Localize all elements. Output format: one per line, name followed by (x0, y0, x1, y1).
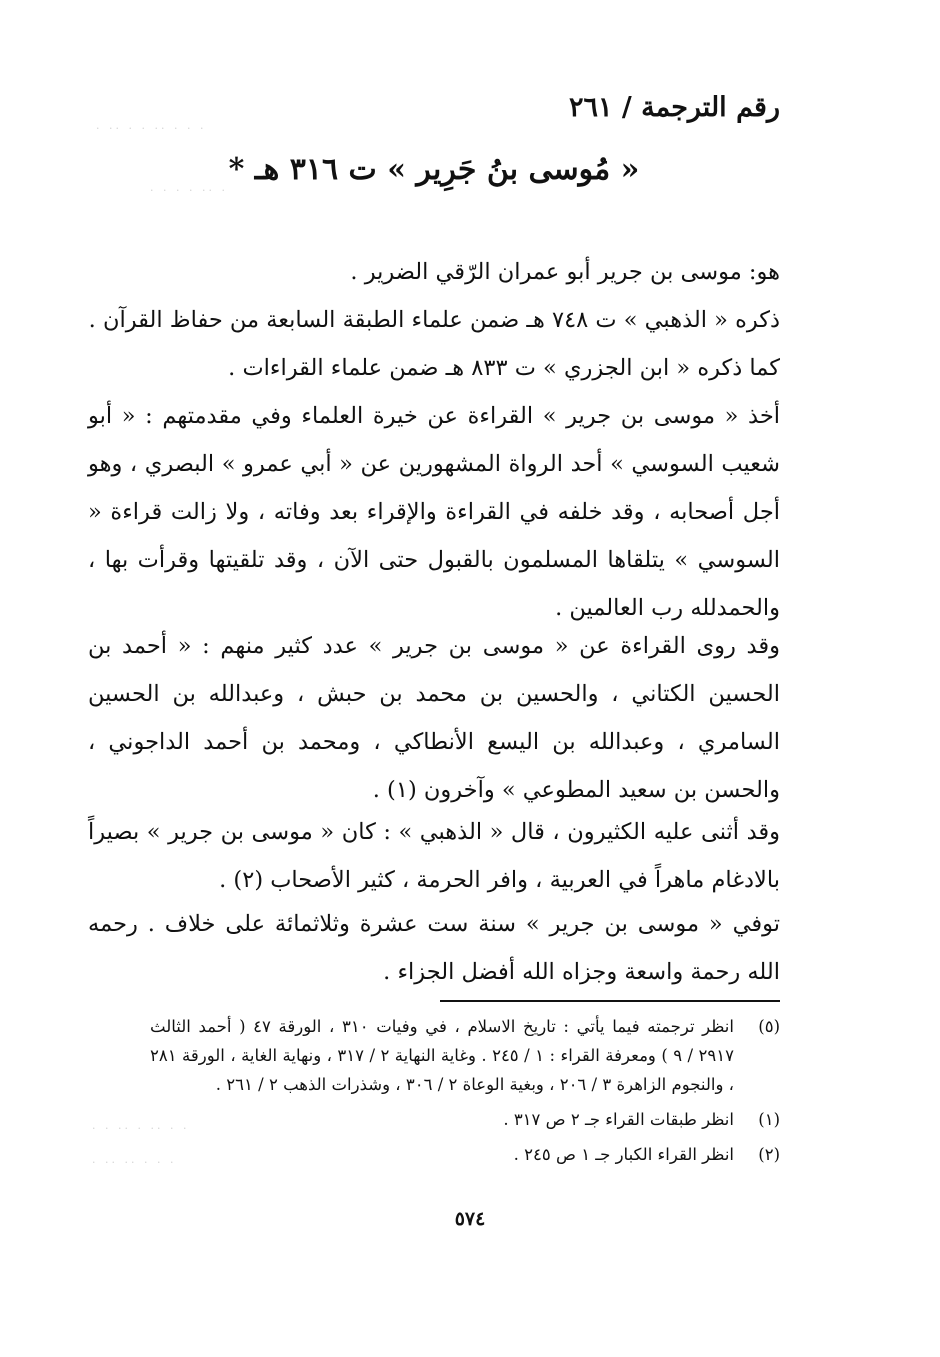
footnote-text: انظر طبقات القراء جـ ٢ ص ٣١٧ . (503, 1110, 734, 1129)
footnote (150, 1140, 780, 1169)
footnotes (150, 1012, 780, 1175)
scan-speckle: · · · · ·· · (150, 184, 228, 197)
paragraph-mentions: ذكره « الذهبي » ت ٧٤٨ هـ ضمن علماء الطبقة السابعة من حفاظ القرآن . كما ذكره « ابن الجزري » ت ٨٣٣ هـ ضمن علماء القراءات . (88, 307, 780, 381)
paragraph-death: توفي « موسى بن جرير » سنة ست عشرة وثلاثمائة على خلاف . رحمه الله رحمة واسعة وجزاه الله أفضل الجزاء . (88, 911, 780, 985)
scan-speckle: · · ·· · ·· · · (92, 1122, 190, 1135)
footnote (150, 1012, 780, 1099)
footnote (150, 1105, 780, 1134)
scan-speckle: · ·· · · ·· · · · (96, 122, 207, 135)
paragraph-students: وقد روى القراءة عن « موسى بن جرير » عدد كثير منهم : « أحمد بن الحسين الكتاني ، والحسين بن محمد بن حبش ، وعبدالله بن الحسين السامري ، وعبدالله بن اليسع الأنطاكي ، ومحمد بن أحمد الداجوني ، والحسن بن سعيد المطوعي » وآخرون (١) . (88, 633, 780, 803)
scan-speckle: · ·· ·· · · · (92, 1156, 177, 1169)
footnote-mark: (٢) (758, 1145, 780, 1164)
footnote-mark: (٥) (758, 1017, 780, 1036)
footnote-mark: (١) (758, 1110, 780, 1129)
footnote-text: انظر ترجمته فيما يأتي : تاريخ الاسلام ، في وفيات ٣١٠ ، الورقة ٤٧ ( أحمد الثالث ٢٩١٧ / ٩ ) ومعرفة القراء : ١ / ٢٤٥ . وغاية النهاية ٢ / ٣١٧ ، ونهاية الغاية ، الورقة ٢٨١ ، والنجوم الزاهرة ٣ / ٢٠٦ ، وبغية الوعاة ٢ / ٣٠٦ ، وشذرات الذهب ٢ / ٢٦١ . (150, 1017, 734, 1094)
paragraph-praise: وقد أثنى عليه الكثيرون ، قال « الذهبي » : كان « موسى بن جرير » بصيراً بالادغام ماهراً في العربية ، وافر الحرمة ، كثير الأصحاب (٢) . (88, 819, 780, 893)
page-number: ٥٧٤ (454, 1208, 486, 1230)
footnote-divider (440, 1000, 780, 1002)
paragraph-name: هو: موسى بن جرير أبو عمران الرّقي الضرير . (350, 259, 780, 285)
paragraph-teachers: أخذ « موسى بن جرير » القراءة عن خيرة العلماء وفي مقدمتهم : « أبو شعيب السوسي » أحد الرواة المشهورين عن « أبي عمرو » البصري ، وهو أجل أصحابه ، وقد خلفه في القراءة والإقراء بعد وفاته ، ولا زالت قراءة « السوسي » يتلقاها المسلمون بالقبول حتى الآن ، وقد تلقيتها وقرأت بها ، والحمدلله رب العالمين . (88, 403, 780, 621)
footnote-text: انظر القراء الكبار جـ ١ ص ٢٤٥ . (513, 1145, 734, 1164)
page-title: « مُوسى بنُ جَرِير » ت ٣١٦ هـ * (228, 152, 640, 187)
entry-number: رقم الترجمة / ٢٦١ (568, 92, 780, 123)
